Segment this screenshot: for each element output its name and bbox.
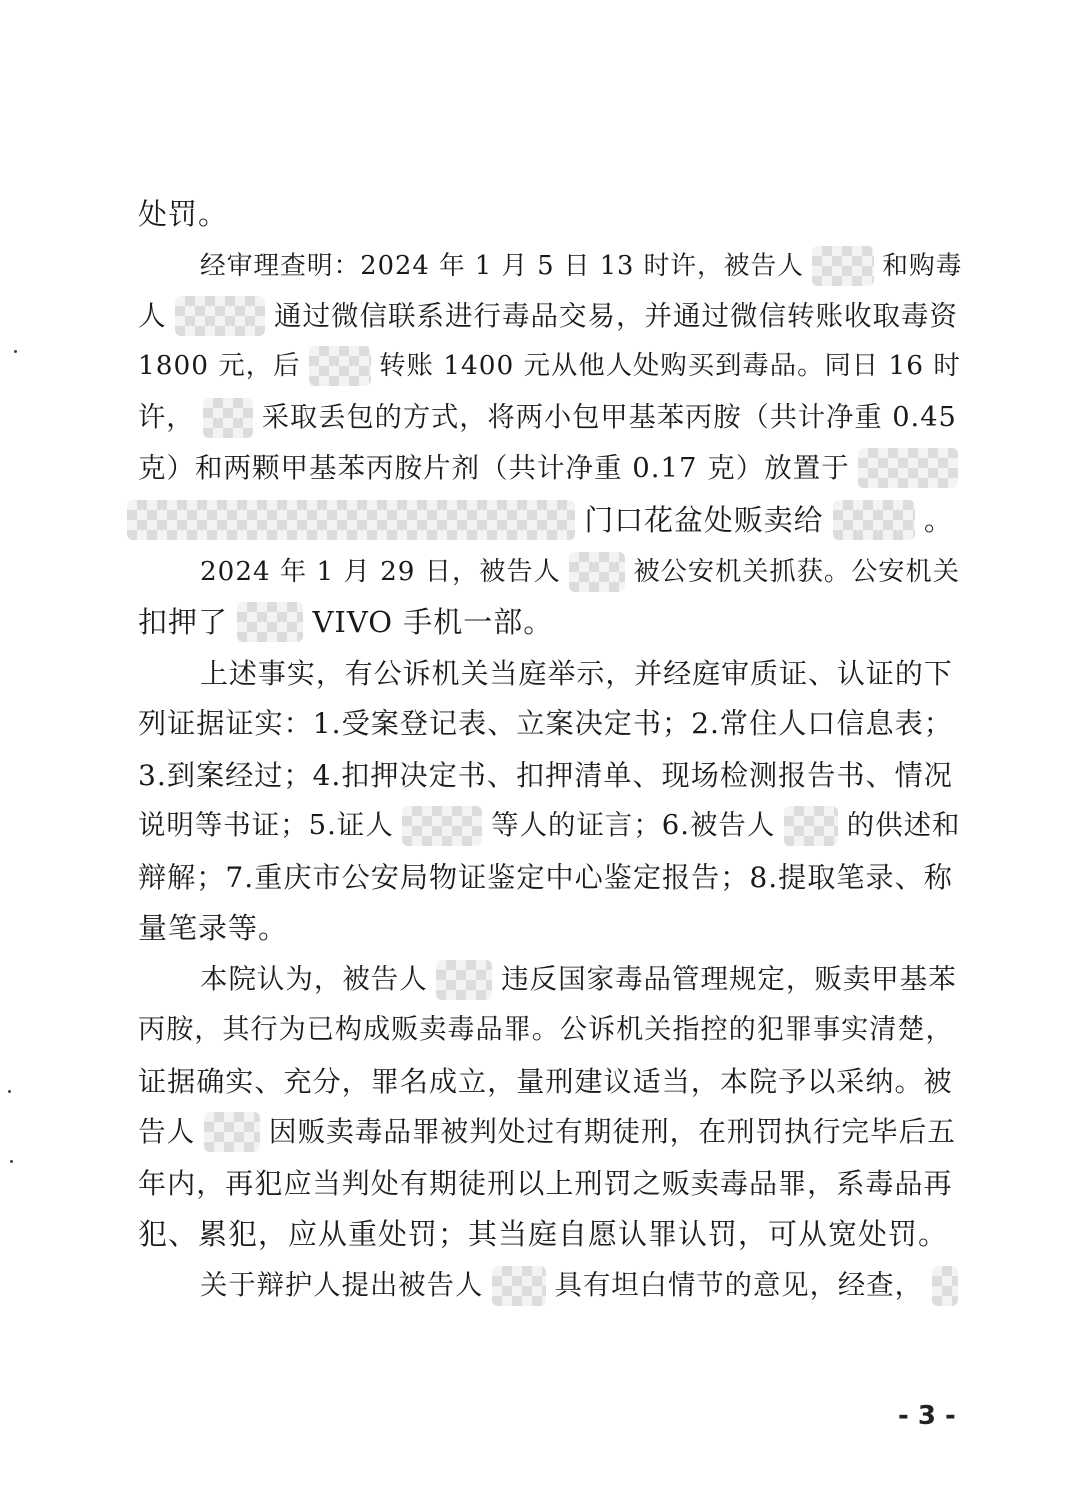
text-line bbox=[138, 1206, 948, 1262]
text-line bbox=[138, 1156, 953, 1212]
text-line bbox=[200, 1258, 958, 1314]
redaction-mask bbox=[858, 448, 958, 488]
scan-speck bbox=[10, 1160, 13, 1163]
text-line bbox=[138, 338, 961, 394]
text-line bbox=[138, 288, 958, 344]
line-text: 处罚。 bbox=[138, 197, 229, 231]
line-text: 犯、累犯，应从重处罚；其当庭自愿认罪认罚，可从宽处罚。 bbox=[138, 1217, 949, 1251]
redaction-mask bbox=[204, 1112, 260, 1152]
line-text: 人 bbox=[138, 300, 167, 332]
redaction-mask bbox=[436, 960, 492, 1000]
line-text: 被公安机关抓获。公安机关 bbox=[633, 557, 960, 587]
line-text: 转账 1400 元从他人处购买到毒品。同日 16 时 bbox=[379, 351, 961, 381]
line-text: 的供述和 bbox=[846, 810, 961, 841]
line-text: 通过微信联系进行毒品交易，并通过微信转账收取毒资 bbox=[274, 300, 958, 332]
line-text: 列证据证实：1.受案登记表、立案决定书；2.常住人口信息表； bbox=[138, 707, 953, 740]
redaction-mask bbox=[309, 346, 371, 386]
line-text: VIVO 手机一部。 bbox=[312, 605, 554, 639]
line-text: 丙胺，其行为已构成贩卖毒品罪。公诉机关指控的犯罪事实清楚， bbox=[138, 1014, 954, 1045]
text-line bbox=[138, 696, 953, 752]
text-line bbox=[138, 186, 228, 242]
line-text: 说明等书证；5.证人 bbox=[138, 810, 394, 841]
line-text: 本院认为，被告人 bbox=[200, 964, 428, 995]
line-text: 扣押了 bbox=[138, 605, 229, 639]
line-text: 1800 元，后 bbox=[138, 351, 301, 381]
text-line bbox=[200, 952, 957, 1008]
text-line bbox=[138, 594, 553, 650]
line-text: 许， bbox=[138, 402, 195, 433]
line-text: 关于辩护人提出被告人 bbox=[200, 1270, 484, 1301]
redaction-mask bbox=[127, 500, 575, 540]
line-text: 采取丢包的方式，将两小包甲基苯丙胺（共计净重 0.45 bbox=[261, 402, 957, 433]
text-line bbox=[138, 440, 958, 496]
page-number: - 3 - bbox=[898, 1401, 956, 1431]
redaction-mask bbox=[175, 296, 265, 336]
line-text: 经审理查明：2024 年 1 月 5 日 13 时许，被告人 bbox=[200, 251, 804, 281]
line-text: 因贩卖毒品罪被判处过有期徒刑，在刑罚执行完毕后五 bbox=[268, 1115, 956, 1148]
redaction-mask bbox=[237, 602, 303, 642]
redaction-mask bbox=[784, 806, 838, 846]
line-text: 辩解；7.重庆市公安局物证鉴定中心鉴定报告；8.提取笔录、称 bbox=[138, 861, 953, 894]
text-line bbox=[118, 492, 954, 548]
line-text: 违反国家毒品管理规定，贩卖甲基苯 bbox=[501, 964, 957, 995]
redaction-mask bbox=[833, 500, 915, 540]
text-line bbox=[138, 798, 961, 854]
scan-speck bbox=[8, 1090, 11, 1093]
line-text: 具有坦白情节的意见，经查， bbox=[554, 1270, 923, 1301]
text-line bbox=[138, 850, 953, 906]
line-text: 告人 bbox=[138, 1115, 196, 1148]
text-line bbox=[138, 1002, 954, 1058]
text-line bbox=[200, 646, 953, 702]
redaction-mask bbox=[569, 552, 625, 592]
text-line bbox=[138, 390, 957, 446]
line-text: 和购毒 bbox=[882, 251, 963, 281]
line-text: 上述事实，有公诉机关当庭举示，并经庭审质证、认证的下 bbox=[200, 657, 953, 690]
text-line bbox=[200, 238, 962, 294]
line-text: 克）和两颗甲基苯丙胺片剂（共计净重 0.17 克）放置于 bbox=[138, 452, 850, 484]
scan-speck bbox=[14, 350, 17, 353]
redaction-mask bbox=[492, 1266, 546, 1306]
line-text: 等人的证言；6.被告人 bbox=[491, 810, 776, 841]
redaction-mask bbox=[932, 1266, 958, 1306]
redaction-mask bbox=[812, 246, 874, 286]
line-text: 证据确实、充分，罪名成立，量刑建议适当，本院予以采纳。被 bbox=[138, 1065, 953, 1098]
line-text: 量笔录等。 bbox=[138, 911, 289, 945]
line-text: 年内，再犯应当判处有期徒刑以上刑罚之贩卖毒品罪，系毒品再 bbox=[138, 1167, 953, 1200]
text-line bbox=[138, 900, 288, 956]
text-line bbox=[138, 1054, 953, 1110]
redaction-mask bbox=[203, 398, 253, 438]
text-line bbox=[138, 748, 953, 804]
line-text: 。 bbox=[923, 503, 954, 537]
redaction-mask bbox=[402, 806, 482, 846]
line-text: 2024 年 1 月 29 日，被告人 bbox=[200, 557, 561, 587]
line-text: 门口花盆处贩卖给 bbox=[584, 503, 824, 537]
text-line bbox=[200, 544, 960, 600]
text-line bbox=[138, 1104, 956, 1160]
line-text: 3.到案经过；4.扣押决定书、扣押清单、现场检测报告书、情况 bbox=[138, 759, 953, 792]
